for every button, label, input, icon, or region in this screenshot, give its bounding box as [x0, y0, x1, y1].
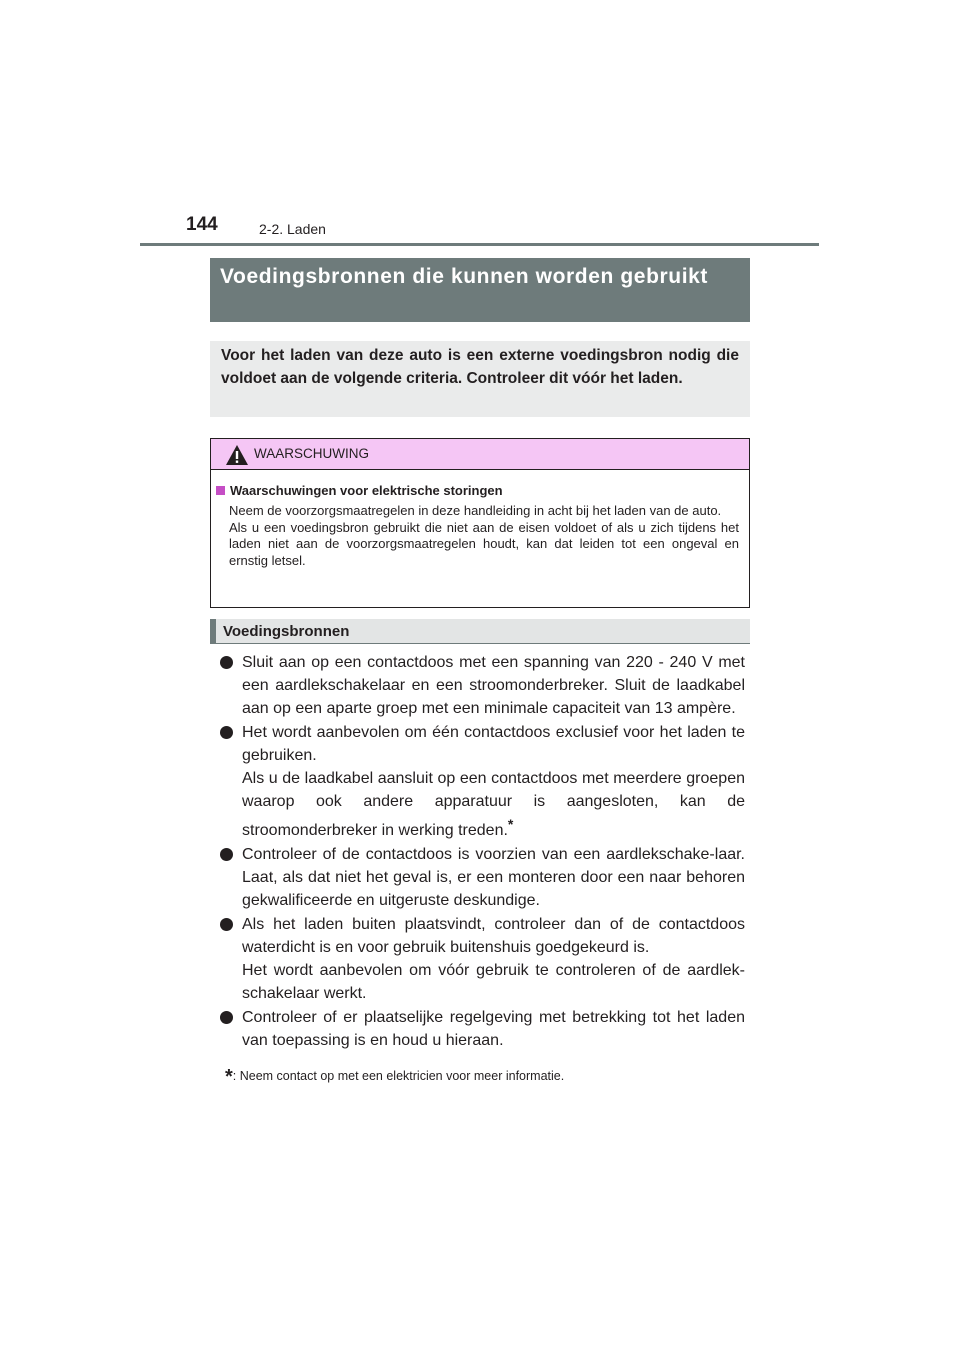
sub-heading-text: Voedingsbronnen	[223, 623, 350, 640]
warning-body	[229, 503, 739, 569]
page-title: Voedingsbronnen die kunnen worden gebruikt	[210, 258, 750, 322]
bullet-dot-icon	[220, 726, 233, 739]
list-item	[220, 913, 745, 1005]
warning-box	[210, 438, 750, 608]
page-number: 144	[186, 214, 218, 235]
footnote-star: *	[225, 1066, 233, 1088]
bullet-dot-icon	[220, 848, 233, 861]
sub-heading	[210, 619, 750, 644]
list-item	[220, 721, 745, 842]
list-item	[220, 843, 745, 912]
sub-heading-accent	[210, 619, 216, 644]
warning-paragraph: Als u een voedingsbron gebruikt die niet aan de eisen voldoet of als u zich tijdens het laden niet aan de voorzorgsmaatregelen houdt, kan dat leiden tot een ongeval en ernstig letsel.	[229, 519, 739, 568]
warning-triangle-icon	[225, 444, 249, 466]
warning-subtitle	[216, 483, 503, 498]
footnote-mark: *	[507, 816, 514, 832]
list-item-text: Controleer of de contactdoos is voorzien van een aardlekschake-laar. Laat, als dat niet het geval is, er een monteren door een naar behoren gekwalificeerde en uitgeruste deskundige.	[242, 846, 745, 909]
warning-title: WAARSCHUWING	[254, 446, 369, 461]
bullet-list	[220, 651, 745, 1052]
list-item-continuation: Het wordt aanbevolen om vóór gebruik te controleren of de aardlek-schakelaar werkt.	[242, 962, 745, 1002]
bullet-dot-icon	[220, 1011, 233, 1024]
list-item-text: Controleer of er plaatselijke regelgeving met betrekking tot het laden van toepassing is en houd u hieraan.	[242, 1009, 745, 1049]
list-item-text: Sluit aan op een contactdoos met een spanning van 220 - 240 V met een aardlekschakelaar en een stroomonderbreker. Sluit de laadkabel aan op een aparte groep met een minimale capaciteit van 13 ampère.	[242, 654, 745, 717]
square-bullet-icon	[216, 486, 225, 495]
warning-paragraph: Neem de voorzorgsmaatregelen in deze handleiding in acht bij het laden van de auto.	[229, 503, 722, 518]
list-item-text: Als het laden buiten plaatsvindt, controleer dan of de contactdoos waterdicht is en voor gebruik buitenshuis goedgekeurd is.	[242, 916, 745, 956]
header-rule	[140, 243, 819, 246]
bullet-dot-icon	[220, 918, 233, 931]
warning-header	[211, 439, 749, 470]
list-item-continuation: Als u de laadkabel aansluit op een contactdoos met meerdere groepen waarop ook andere apparatuur is aangesloten, kan de stroomonderbreker in werking treden.*	[242, 770, 745, 839]
footnote	[225, 1066, 564, 1089]
intro-box: Voor het laden van deze auto is een externe voedingsbron nodig die voldoet aan de volgende criteria. Controleer dit vóór het laden.	[210, 341, 750, 417]
warning-subtitle-text: Waarschuwingen voor elektrische storingen	[230, 483, 503, 498]
section-label: 2-2. Laden	[259, 221, 326, 237]
footnote-text: : Neem contact op met een elektricien voor meer informatie.	[232, 1069, 565, 1083]
list-item	[220, 1006, 745, 1052]
bullet-dot-icon	[220, 656, 233, 669]
list-item-text: Het wordt aanbevolen om één contactdoos exclusief voor het laden te gebruiken.	[242, 724, 745, 764]
list-item	[220, 651, 745, 720]
